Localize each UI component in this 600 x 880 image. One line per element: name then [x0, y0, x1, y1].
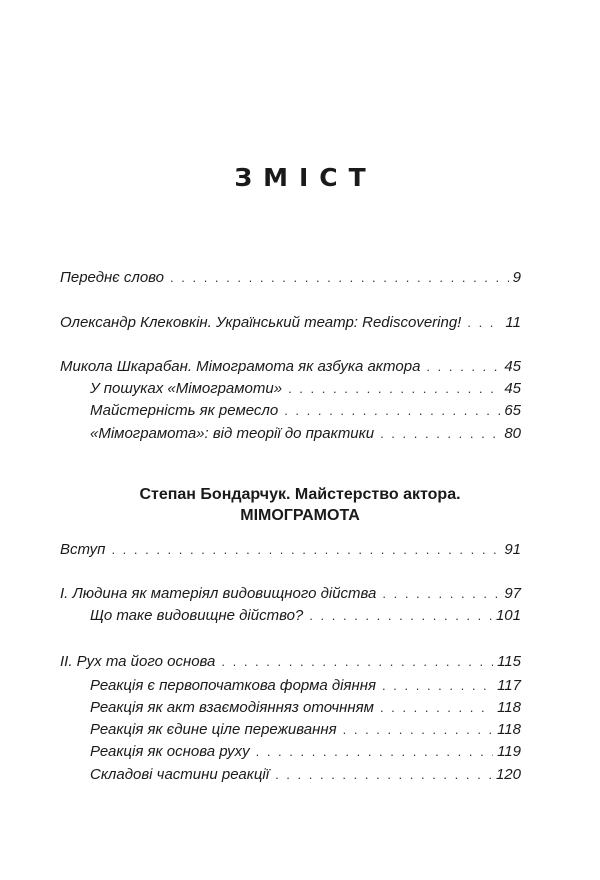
dot-leader — [382, 584, 500, 604]
dot-leader — [309, 606, 492, 626]
toc-entry-title: Реакція як єдине ціле переживання — [90, 721, 337, 738]
toc-entry-title: Реакція є первопочаткова форма діяння — [90, 677, 377, 694]
dot-leader — [343, 720, 493, 740]
toc-entry-page: 45 — [504, 358, 521, 375]
toc-entry-title: Реакція як акт взаємодіянняз оточнням — [90, 699, 374, 716]
dot-leader — [288, 379, 500, 399]
toc-entry-title: II. Рух та його основа — [60, 653, 216, 670]
toc-entry-title: «Мімограмота»: від теорії до практики — [90, 425, 375, 442]
toc-subentry — [90, 424, 521, 444]
toc-subentry — [90, 379, 521, 399]
dot-leader — [426, 357, 500, 377]
toc-entry-page: 115 — [497, 653, 521, 670]
toc-entry-page: 45 — [504, 380, 521, 397]
toc-entry — [60, 268, 521, 288]
toc-entry — [60, 652, 521, 672]
toc-entry — [60, 357, 521, 377]
toc-entry-title: У пошуках «Мімограмоти» — [90, 380, 283, 397]
dot-leader — [256, 742, 493, 762]
dot-leader — [221, 652, 493, 672]
dot-leader — [380, 698, 493, 718]
section-title-line2: МІМОГРАМОТА — [240, 507, 360, 524]
toc-entry-title: Олександр Клековкін. Український театр: Rediscovering! — [60, 314, 462, 331]
toc-subentry — [90, 742, 521, 762]
toc-entry-page: 97 — [504, 585, 521, 602]
toc-entry-title: Микола Шкарабан. Мімограмота як азбука актора — [60, 358, 421, 375]
toc-entry-page: 9 — [512, 269, 521, 286]
toc-heading: ЗМІСТ — [234, 163, 377, 192]
toc-entry — [60, 313, 521, 333]
toc-entry-title: Вступ — [60, 541, 106, 558]
toc-entry-page: 117 — [497, 677, 521, 694]
toc-entry-title: Майстерність як ремесло — [90, 402, 279, 419]
toc-entry-page: 11 — [505, 314, 521, 331]
dot-leader — [275, 765, 492, 785]
dot-leader — [284, 401, 500, 421]
toc-entry — [60, 540, 521, 560]
toc-entry — [60, 584, 521, 604]
toc-entry-title: Переднє слово — [60, 269, 165, 286]
toc-entry-title: Реакція як основа руху — [90, 743, 250, 760]
toc-subentry — [90, 606, 521, 626]
toc-entry-title: I. Людина як матеріял видовищного дійства — [60, 585, 377, 602]
toc-entry-page: 118 — [497, 721, 521, 738]
dot-leader — [111, 540, 500, 560]
toc-entry-page: 119 — [497, 743, 521, 760]
toc-entry-page: 65 — [504, 402, 521, 419]
toc-entry-title: Що таке видовищне дійство? — [90, 607, 304, 624]
section-title-line1: Степан Бондарчук. Майстерство актора. — [139, 486, 461, 503]
dot-leader — [467, 313, 501, 333]
toc-entry-title: Складові частини реакції — [90, 766, 270, 783]
dot-leader — [382, 676, 493, 696]
toc-subentry — [90, 720, 521, 740]
toc-subentry — [90, 676, 521, 696]
toc-subentry — [90, 698, 521, 718]
toc-entry-page: 120 — [495, 766, 521, 783]
toc-entry-page: 118 — [497, 699, 521, 716]
toc-entry-page: 101 — [495, 607, 521, 624]
dot-leader — [380, 424, 500, 444]
dot-leader — [170, 268, 509, 288]
toc-subentry — [90, 765, 521, 785]
toc-entry-page: 80 — [504, 425, 521, 442]
toc-subentry — [90, 401, 521, 421]
toc-entry-page: 91 — [504, 541, 521, 558]
